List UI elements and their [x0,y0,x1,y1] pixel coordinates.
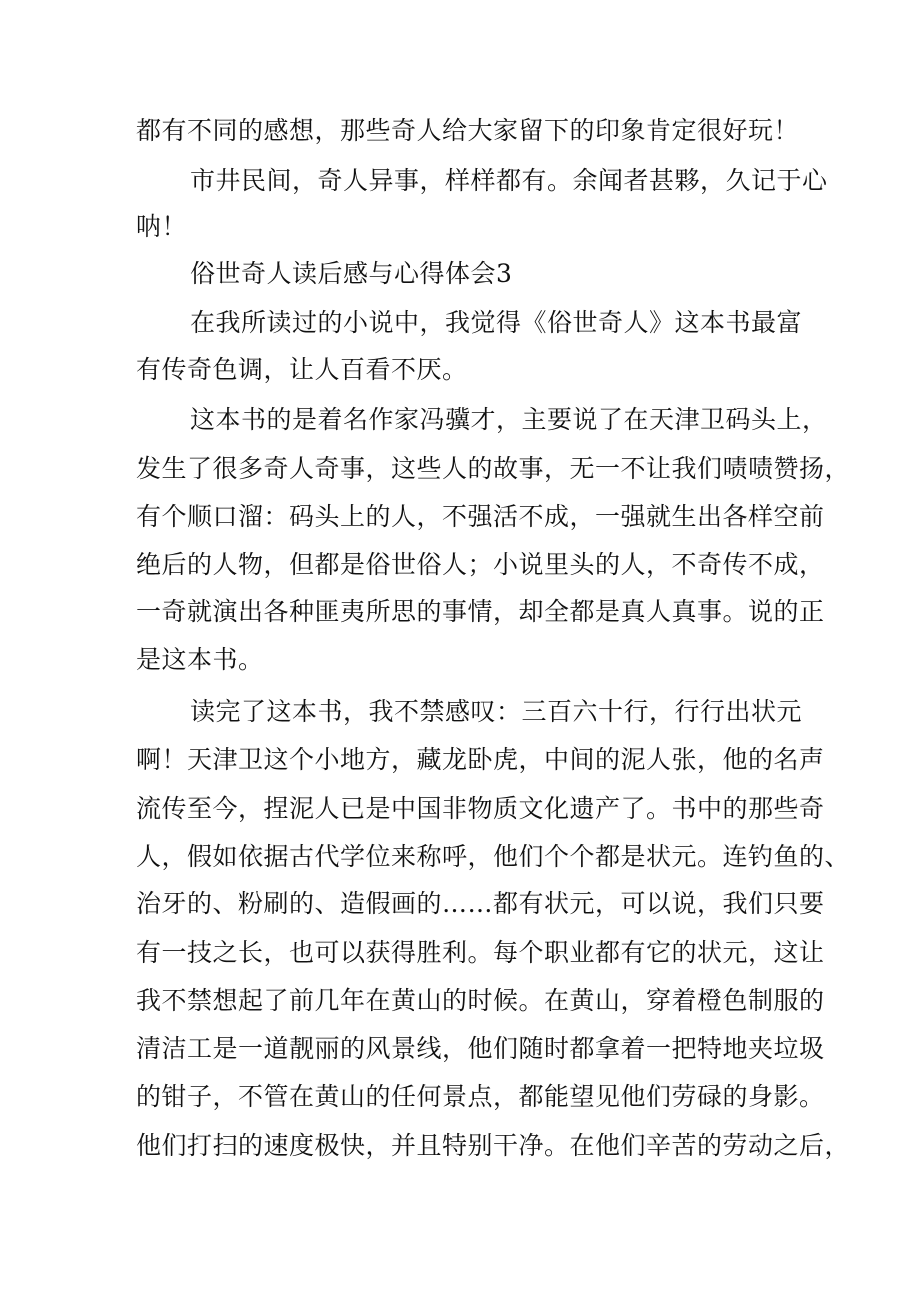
text-line: 都有不同的感想，那些奇人给大家留下的印象肯定很好玩！ [136,116,800,145]
text-line: 他们打扫的速度极快，并且特别干净。在他们辛苦的劳动之后， [136,1131,851,1160]
text-line: 人，假如依据古代学位来称呼，他们个个都是状元。连钓鱼的、 [136,842,851,871]
paragraph-start: 市井民间，奇人异事，样样都有。余闻者甚夥，久记于心 [190,166,828,195]
text-line: 是这本书。 [136,645,264,674]
section-heading: 俗世奇人读后感与心得体会3 [190,259,513,288]
text-line: 流传至今，捏泥人已是中国非物质文化遗产了。书中的那些奇 [136,794,825,823]
text-line: 有一技之长，也可以获得胜利。每个职业都有它的状元，这让 [136,938,825,967]
text-line: 呐！ [136,212,188,241]
text-line: 一奇就演出各种匪夷所思的事情，却全都是真人真事。说的正 [136,597,825,626]
text-line: 的钳子，不管在黄山的任何景点，都能望见他们劳碌的身影。 [136,1082,825,1111]
text-line: 我不禁想起了前几年在黄山的时候。在黄山，穿着橙色制服的 [136,986,825,1015]
text-line: 发生了很多奇人奇事，这些人的故事，无一不让我们啧啧赞扬， [136,454,851,483]
text-line: 治牙的、粉刷的、造假画的……都有状元，可以说，我们只要 [136,889,825,918]
text-line: 清洁工是一道靓丽的风景线，他们随时都拿着一把特地夹垃圾 [136,1034,825,1063]
text-line: 绝后的人物，但都是俗世俗人；小说里头的人，不奇传不成， [136,550,825,579]
paragraph-start: 这本书的是着名作家冯骥才，主要说了在天津卫码头上， [190,405,828,434]
paragraph-start: 读完了这本书，我不禁感叹：三百六十行，行行出状元 [190,697,803,726]
text-line: 有个顺口溜：码头上的人，不强活不成，一强就生出各样空前 [136,502,825,531]
text-line: 啊！天津卫这个小地方，藏龙卧虎，中间的泥人张，他的名声 [136,745,825,774]
paragraph-start: 在我所读过的小说中，我觉得《俗世奇人》这本书最富 [190,308,803,337]
text-line: 有传奇色调，让人百看不厌。 [136,355,468,384]
